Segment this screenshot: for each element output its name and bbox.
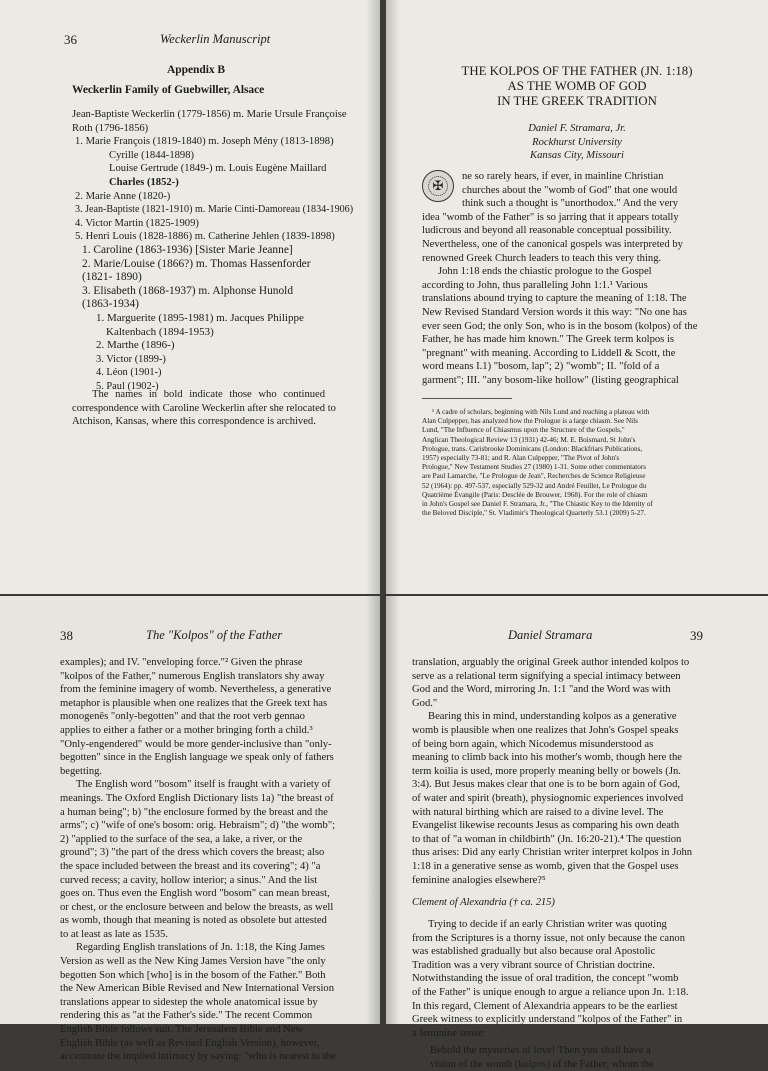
body-line: God and the Word, mirroring Jn. 1:1 "and the Word was with: [412, 684, 671, 696]
tree-line: Kaltenbach (1894-1953): [106, 325, 214, 338]
body-line: a feminine sense:: [412, 1027, 486, 1039]
body-line: the space included between the breast and its covering"; 4) "a: [60, 860, 321, 872]
body-line: Nevertheless, one of the canonical gospels was interpreted by: [422, 238, 683, 250]
body-line: applies to either a father or a mother bringing forth a child.³: [60, 724, 313, 736]
body-line: garment"; III. "any bosom-like hollow" (listing geographical: [422, 374, 679, 386]
quote-line: vision of the womb (kolpos) of the Father, whom the: [430, 1058, 654, 1070]
body-line: Evangelist likewise recounts Jesus as comparing his own death: [412, 820, 680, 832]
body-line: metaphor is plausible when one realizes that the Greek text has: [60, 697, 328, 709]
body-line: John 1:18 ends the chiastic prologue to the Gospel: [438, 266, 652, 278]
tree-line: Charles (1852-): [109, 176, 179, 188]
page-38: [0, 596, 380, 1063]
page-37: [386, 0, 768, 594]
family-heading: Weckerlin Family of Guebwiller, Alsace: [72, 84, 265, 96]
block-quote: [430, 1044, 654, 1071]
title-line: IN THE GREEK TRADITION: [497, 94, 657, 108]
tree-line: 5. Henri Louis (1828-1886) m. Catherine Jehlen (1839-1898): [75, 231, 335, 243]
page-36: [0, 0, 380, 594]
body-line: a human being"; b) "the enclosure formed by the breast and the: [60, 806, 328, 818]
page-number: 38: [60, 628, 73, 643]
footnote-line: 1957) especially 73-81; and R. Alan Culpepper, "The Pivot of John's: [422, 454, 620, 463]
body-line: begotten Son which [who] is in the bosom of the Father." Both: [60, 969, 326, 981]
title-line: AS THE WOMB OF GOD: [507, 79, 647, 93]
footnote-line: Lund, "The Influence of Chiasmus upon the Structure of the Gospels,": [422, 426, 625, 435]
body-line: according to John, thus paralleling John 1:1.¹ Various: [422, 279, 648, 291]
body-line: from the Scriptures is a thorny issue, not only because the canon: [412, 932, 686, 944]
page-38-body: [60, 656, 336, 1064]
page-number: 39: [690, 628, 703, 643]
tree-line: Jean-Baptiste Weckerlin (1779-1856) m. Marie Ursule Françoise: [72, 109, 347, 120]
body-line: 3:4). But Jesus makes clear that one is to be born again of God,: [412, 779, 681, 791]
body-line: Bearing this in mind, understanding kolpos as a generative: [428, 711, 677, 723]
note-line: The names in bold indicate those who continued: [92, 389, 326, 400]
tree-line: 3. Elisabeth (1868-1937) m. Alphonse Hunold: [82, 284, 294, 297]
body-line: Regarding English translations of Jn. 1:18, the King James: [76, 942, 325, 954]
body-line: of water and spirit (breath), physiognomic experiences involved: [412, 792, 684, 804]
body-line: "Only-engendered" would be more gender-inclusive than "only-: [60, 738, 332, 750]
running-title: Weckerlin Manuscript: [160, 32, 271, 46]
body-line: or chest, or the enclosure between and below the breasts, as well: [60, 901, 334, 913]
tree-line: 1. Marie François (1819-1840) m. Joseph Mény (1813-1898): [75, 136, 334, 148]
section-heading: Clement of Alexandria († ca. 215): [412, 897, 555, 908]
tree-line: 2. Marie Anne (1820-): [75, 190, 171, 202]
body-line: translations abound trying to capture the meaning of 1:18. The: [422, 293, 687, 305]
body-line: translation, arguably the original Greek author intended kolpos to: [412, 657, 690, 668]
body-line: ground"; 3) "the part of the dress which covers the breast; also: [60, 847, 325, 859]
body-line: New Revised Standard Version words it this way: "No one has: [422, 306, 687, 318]
tree-line: (1821- 1890): [82, 271, 142, 284]
tree-line: 4. Léon (1901-): [96, 367, 162, 379]
footnote-1: [422, 408, 653, 518]
body-line: translations appear to sidestep the whole anatomical issue by: [60, 996, 318, 1008]
body-line: The English word "bosom" itself is fraught with a variety of: [76, 779, 331, 791]
body-line: the New American Bible Revised and New International Version: [60, 983, 334, 995]
family-tree: [72, 108, 353, 393]
page-number: 36: [64, 32, 77, 47]
body-line: of being born again, which Nicodemus misunderstood as: [412, 738, 654, 750]
page-39-body-2: [412, 918, 689, 1040]
footnote-line: are Paul Lamarche, "Le Prologue de Jean", Recherches de Science Religieuse: [422, 472, 646, 481]
gutter-shadow: [366, 596, 380, 1024]
footnote-line: Prologue, trans. Carisbrooke Dominicans (London: Blackfriars Publications,: [422, 444, 643, 453]
article-body: [422, 170, 697, 388]
body-line: "pregnant" with meaning. According to Liddell & Scott, the: [422, 347, 676, 359]
author-location: Kansas City, Missouri: [530, 150, 624, 162]
body-line: begetting.: [60, 765, 103, 777]
body-line: begotten" since in the English language we speak only of fathers: [60, 752, 334, 764]
body-line: examples); and IV. "enveloping force."² Given the phrase: [60, 657, 303, 668]
running-title: Daniel Stramara: [508, 628, 593, 642]
tree-line: 2. Marie/Louise (1866?) m. Thomas Hassenforder: [82, 257, 311, 270]
body-line: arms"; c) "wife of one's bosom: orig. Hebraism"; d) "the womb";: [60, 820, 336, 832]
body-line: to at least as late as 1535.: [60, 928, 168, 940]
footnote-line: Alan Culpepper, has analyzed how the Prologue is a large chiasm. See Nils: [422, 417, 638, 426]
body-line: Notwithstanding the issue of oral tradition, the concept "womb: [412, 973, 679, 985]
body-line: as womb, though that meaning is noted as obsolete but attested: [60, 915, 327, 927]
body-line: ever seen God; the only Son, who is in the bosom (kolpos) of the: [422, 320, 698, 332]
body-line: meanings. The Oxford English Dictionary lists 1a) "the breast of: [60, 792, 334, 804]
body-line: Father, he has made him known." The Greek term kolpos is: [422, 334, 675, 346]
tree-line: Louise Gertrude (1849-) m. Louis Eugène Maillard: [109, 163, 327, 175]
body-line: term koilia is used, more properly meaning belly or bowels (Jn.: [412, 765, 681, 777]
quote-line: Behold the mysteries of love! Then you shall have a: [430, 1045, 651, 1056]
body-line: English Bible (as well as Revised English Version), however,: [60, 1037, 320, 1049]
article-title: [386, 64, 768, 109]
body-line: curved recess; a cavity, hollow interior; a sinus." And the list: [60, 874, 318, 886]
page-39-body: [412, 656, 692, 887]
tree-line: Roth (1796-1856): [72, 122, 149, 134]
body-line: churches about the "womb of God" that one would: [462, 184, 678, 196]
body-line: womb is plausible when one realizes that John's Gospel speaks: [412, 724, 679, 736]
footnote-rule: [422, 398, 512, 399]
body-line: Greek witness to explicitly understand "kolpos of the Father" in: [412, 1014, 683, 1026]
body-line: English Bible follows suit. The Jerusalem Bible and New: [60, 1024, 304, 1036]
tree-line: 2. Marthe (1896-): [96, 339, 175, 352]
body-line: monogenēs "only-begotten" and that the root verb gennao: [60, 711, 305, 723]
body-line: "kolpos of the Father," numerous English translators shy away: [60, 670, 325, 682]
tree-line: 4. Victor Martin (1825-1909): [75, 217, 199, 229]
body-line: rendering this as "at the Father's side." The recent Common: [60, 1010, 313, 1022]
tree-line: 3. Jean-Baptiste (1821-1910) m. Marie Cinti-Damoreau (1834-1906): [75, 204, 354, 216]
note-line: correspondence with Caroline Weckerlin after she relocated to: [72, 402, 336, 414]
note-line: Atchison, Kansas, where this correspondence is archived.: [72, 416, 316, 428]
tree-line: 1. Caroline (1863-1936) [Sister Marie Jeanne]: [82, 243, 293, 256]
body-line: goes on. Thus even the English word "bosom" can mean breast,: [60, 888, 330, 900]
body-line: ludicrous and beyond all reasonable conceptual possibility.: [422, 225, 672, 237]
body-line: In this regard, Clement of Alexandria appears to be the earliest: [412, 1000, 678, 1012]
body-line: with natural birthing which are raised to a divine level. The: [412, 806, 664, 818]
body-line: to that of "a woman in childbirth" (Jn. 16:20-21).⁴ The question: [412, 833, 682, 845]
tree-line: Cyrille (1844-1898): [109, 149, 195, 161]
body-line: ne so rarely hears, if ever, in mainline Christian: [462, 171, 664, 182]
body-line: 1:18 in a generative sense as womb, given that the Gospel uses: [412, 860, 679, 872]
body-line: was established gradually but also because oral Apostolic: [412, 946, 656, 958]
tree-line: (1863-1934): [82, 298, 139, 311]
body-line: God.": [412, 697, 438, 709]
tree-line: 1. Marguerite (1895-1981) m. Jacques Philippe: [96, 311, 304, 324]
footnote-line: Prologue," New Testament Studies 27 (1980) 1-31. Some other commentators: [422, 463, 647, 472]
body-line: from the feminine imagery of womb. Nevertheless, a generative: [60, 684, 332, 696]
tree-line: 3. Victor (1899-): [96, 353, 166, 365]
footnote-line: Quatrième Évangile (Paris: Desclée de Brouwer, 1968). For the role of chiasm: [422, 490, 648, 499]
title-line: THE KOLPOS OF THE FATHER (JN. 1:18): [461, 64, 693, 78]
body-line: accentuate the implied intimacy by saying: "who is nearest to the: [60, 1051, 336, 1063]
footnote-line: ¹ A cadre of scholars, beginning with Nils Lund and reaching a plateau with: [432, 408, 650, 416]
gutter-shadow: [366, 0, 380, 594]
body-line: renowned Greek Church leaders to teach this very thing.: [422, 252, 662, 264]
tree-line: 5. Paul (1902-): [96, 380, 159, 392]
body-line: feminine analogies elsewhere?⁵: [412, 874, 546, 886]
appendix-title: Appendix B: [167, 64, 225, 76]
footnote-line: in John's Gospel see Daniel F. Stramara, Jr., "The Chiastic Key to the Identity of: [422, 500, 653, 509]
body-line: idea "womb of the Father" is so jarring that it appears totally: [422, 211, 679, 223]
body-line: serve as a relational term signifying a special intimacy between: [412, 670, 681, 682]
author-block: [386, 122, 768, 163]
footnote-line: the Beloved Disciple," St. Vladimir's Theological Quarterly 53.1 (2009) 5-27.: [422, 509, 646, 518]
body-line: word means I.1) "bosom, lap"; 2) "womb"; II. "fold of a: [422, 361, 660, 373]
body-line: 2) "applied to the surface of the sea, a lake, a river, or the: [60, 833, 303, 845]
gutter-shadow: [386, 596, 400, 1024]
author-affiliation: Rockhurst University: [532, 136, 622, 148]
footnote-line: 52 (1964): pp. 497-537, especially 529-32 and André Feuillet, Le Prologue du: [422, 481, 647, 490]
running-title: The "Kolpos" of the Father: [146, 628, 283, 642]
drop-cap-seal-icon: ✠: [422, 170, 454, 202]
bold-names-note: [72, 388, 336, 429]
body-line: meaning to climb back into his mother's womb, though here the: [412, 752, 682, 764]
body-line: thus arises: Did any early Christian writer interpret kolpos in John: [412, 847, 693, 859]
body-line: Tradition was a very vibrant source of Christian doctrine.: [412, 959, 655, 971]
author-name: Daniel F. Stramara, Jr.: [528, 123, 626, 134]
body-line: think such a thought is "unorthodox." And the very: [462, 198, 679, 210]
body-line: Trying to decide if an early Christian writer was quoting: [428, 919, 667, 930]
body-line: of the Father" is unique enough to argue a reliance upon Jn. 1:18.: [412, 986, 689, 998]
footnote-line: Anglican Theological Review 13 (1931) 42-46; M. E. Boismard, St John's: [422, 435, 636, 444]
body-line: Version as well as the New King James Version have "the only: [60, 956, 326, 968]
page-39: [386, 596, 768, 1070]
